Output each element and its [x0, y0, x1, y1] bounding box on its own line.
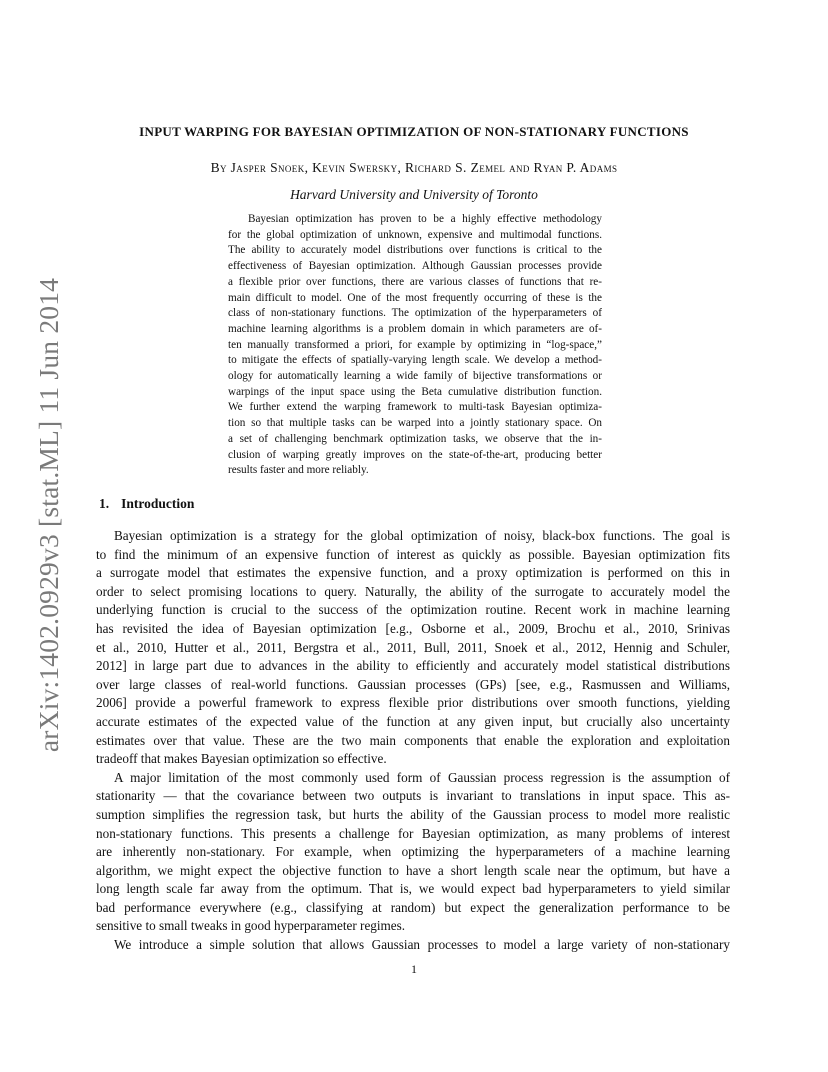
body-line: bad performance everywhere (e.g., classifying at random) but expect the generalization performance to be	[96, 899, 730, 915]
arxiv-id-text: arXiv:1402.0929v3 [stat.ML] 11 Jun 2014	[33, 277, 64, 753]
body-line: stationarity — that the covariance between two outputs is invariant to translations in input space. This as-	[96, 788, 730, 804]
abstract-line: a set of challenging benchmark optimization tasks, we observe that the in-	[228, 432, 602, 445]
body-line: algorithm, we might expect the objective function to have a short length scale near the optimum, but have a	[96, 862, 730, 878]
body-line: sumption simplifies the regression task, but hurts the ability of the Gaussian process to model more realistic	[96, 806, 730, 822]
paper-title: INPUT WARPING FOR BAYESIAN OPTIMIZATION OF NON-STATIONARY FUNCTIONS	[139, 124, 689, 139]
abstract-line: to mitigate the effects of spatially-varying length scale. We develop a method-	[228, 354, 602, 367]
body-line: We introduce a simple solution that allows Gaussian processes to model a large variety of non-stationary	[114, 937, 730, 953]
page-number: 1	[411, 962, 417, 976]
abstract-line: tion so that multiple tasks can be warped into a jointly stationary space. On	[228, 417, 602, 430]
body-line: non-stationary functions. This presents a challenge for Bayesian optimization, as many problems of interest	[96, 825, 730, 841]
abstract-line: warpings of the input space using the Beta cumulative distribution function.	[228, 385, 602, 398]
section-heading	[99, 496, 194, 512]
body-line: sensitive to small tweaks in good hyperparameter regimes.	[96, 918, 406, 934]
introduction-body	[96, 527, 730, 955]
abstract-line: a flexible prior over functions, there are various classes of functions that re-	[228, 275, 602, 288]
abstract-line: Bayesian optimization has proven to be a highly effective methodology	[248, 213, 602, 225]
abstract-line: class of non-stationary functions. The optimization of the hyperparameters of	[228, 307, 602, 320]
abstract-line: main difficult to model. One of the most frequently occurring of these is the	[228, 291, 602, 304]
body-line: over large classes of real-world functions. Gaussian processes (GPs) [see, e.g., Rasmussen and Williams,	[96, 676, 730, 692]
abstract-line: results faster and more reliably.	[228, 464, 369, 477]
body-line: 2012] in large part due to advances in the ability to efficiently and accurately model statistical distributions	[96, 658, 730, 674]
body-line: A major limitation of the most commonly used form of Gaussian process regression is the assumption of	[114, 769, 730, 785]
body-line: long length scale far away from the optimum. That is, we would expect bad hyperparameters to yield similar	[96, 881, 730, 897]
abstract-line: ten manually transformed a priori, for example by optimizing in “log-space,”	[228, 338, 602, 351]
body-line: are inherently non-stationary. For example, when optimizing the hyperparameters of a machine learning	[96, 844, 730, 860]
body-line: estimates over that value. These are the two main components that enable the exploration and exploitation	[96, 732, 730, 748]
paper-affiliation: Harvard University and University of Toronto	[290, 187, 538, 202]
abstract-line: ology for automatically learning a wide family of bijective transformations or	[228, 370, 602, 383]
abstract-line: for the global optimization of unknown, expensive and multimodal functions.	[228, 228, 602, 241]
abstract-line: effectiveness of Bayesian optimization. Although Gaussian processes provide	[228, 260, 602, 273]
body-line: 2006] provide a powerful framework to express flexible prior distributions over smooth functions, yielding	[96, 695, 730, 711]
section-title: Introduction	[121, 496, 195, 511]
paper-authors: By Jasper Snoek, Kevin Swersky, Richard S. Zemel and Ryan P. Adams	[210, 160, 618, 175]
abstract-line: clusion of warping greatly improves on the state-of-the-art, producing better	[228, 448, 602, 461]
section-number: 1.	[99, 496, 110, 511]
body-line: et al., 2010, Hutter et al., 2011, Bergstra et al., 2011, Bull, 2011, Snoek et al., 2012, Hennig and Schuler,	[96, 639, 730, 655]
abstract-line: The ability to accurately model distributions over functions is critical to the	[228, 244, 602, 257]
body-line: order to select promising locations to query. Naturally, the ability of the surrogate to accurately model the	[96, 583, 730, 599]
body-line: accurate estimates of the expected value of the function at any given input, but crucially also uncertainty	[96, 713, 730, 729]
abstract	[228, 212, 602, 479]
body-line: has revisited the idea of Bayesian optimization [e.g., Osborne et al., 2009, Brochu et al., 2010, Srinivas	[96, 620, 730, 636]
body-line: underlying function is crucial to the success of the optimization routine. Recent work in machine learning	[96, 602, 730, 618]
arxiv-side-identifier	[33, 277, 64, 753]
body-line: tradeoff that makes Bayesian optimization so effective.	[96, 751, 387, 767]
abstract-line: machine learning algorithms is a problem domain in which parameters are of-	[228, 322, 602, 335]
body-line: Bayesian optimization is a strategy for the global optimization of noisy, black-box functions. The goal is	[114, 528, 730, 543]
body-line: a surrogate model that estimates the expensive function, and a proxy optimization is performed on this in	[96, 565, 730, 581]
abstract-line: We further extend the warping framework to multi-task Bayesian optimiza-	[228, 401, 602, 414]
body-line: to find the minimum of an expensive function of interest as quickly as possible. Bayesian optimization fits	[96, 546, 730, 562]
